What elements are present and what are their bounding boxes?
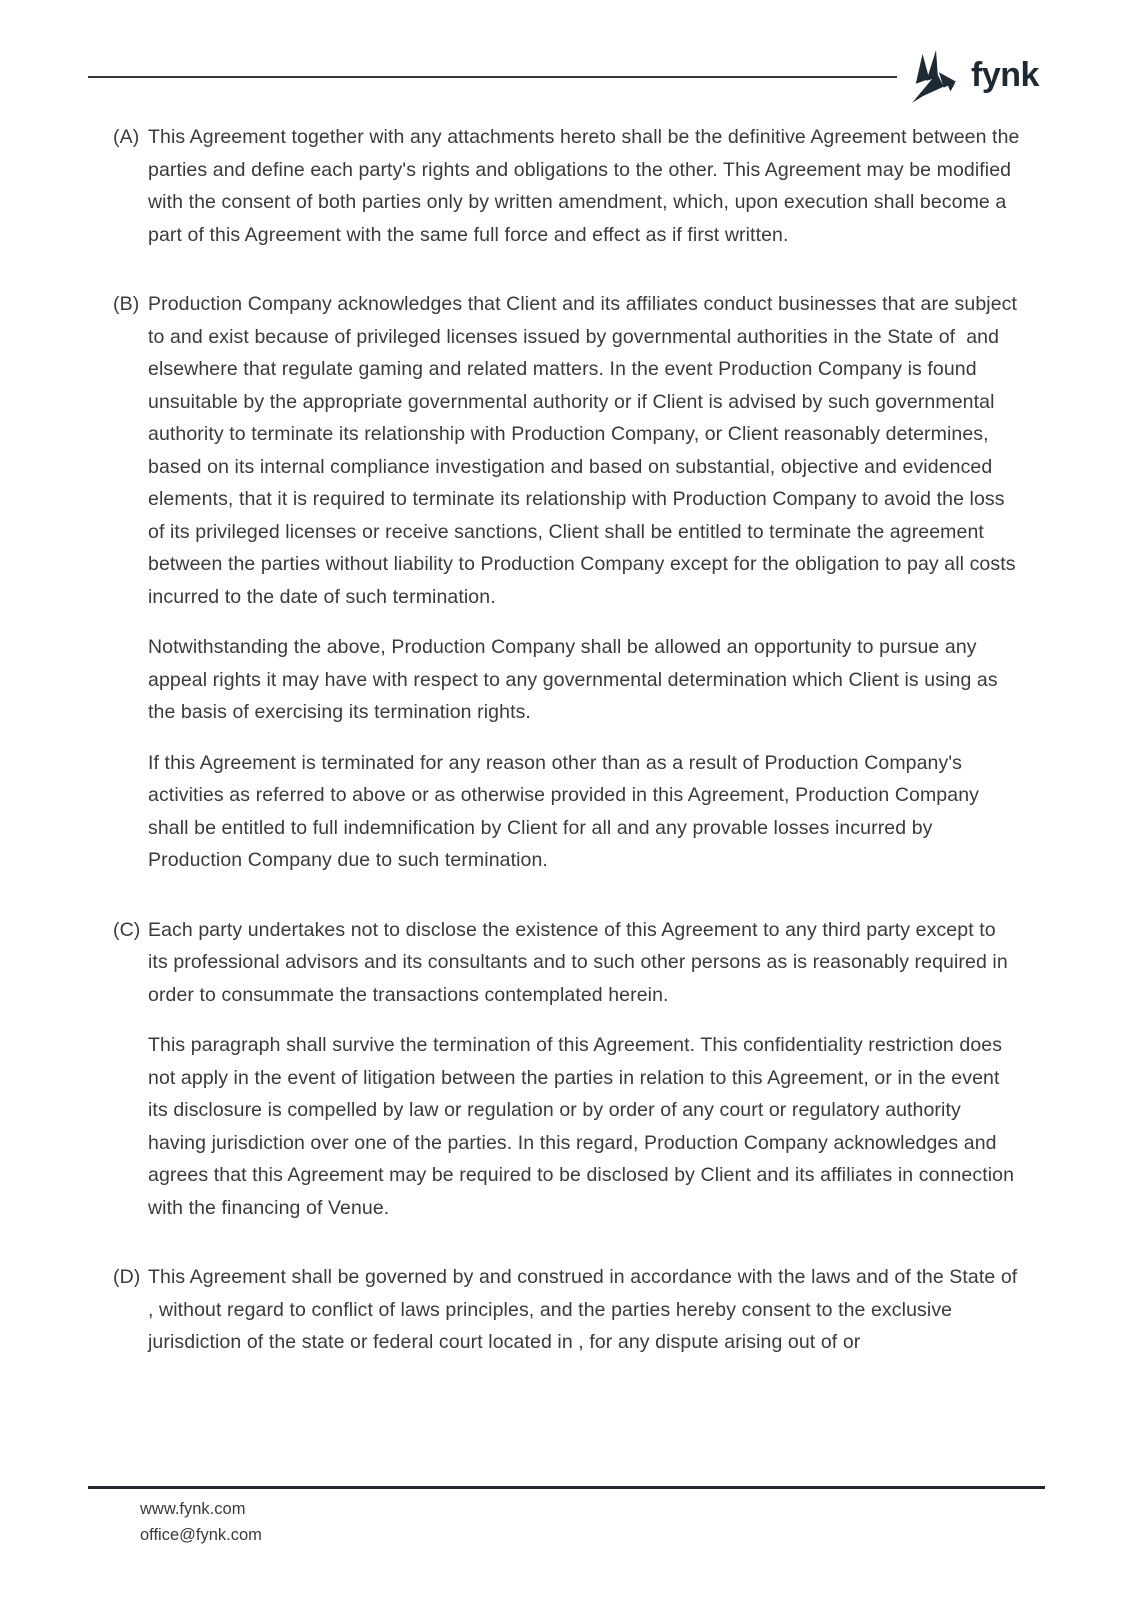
clause-d-body	[148, 1261, 1023, 1359]
clause-paragraph: Notwithstanding the above, Production Company shall be allowed an opportunity to pursue any appeal rights it may have with respect to any governmental determination which Client is using as the basis of exercising its termination rights.	[148, 636, 1004, 723]
clause-paragraph: If this Agreement is terminated for any reason other than as a result of Production Company's activities as referred to above or as otherwise provided in this Agreement, Production Company shall be entitled to full indemnification by Client for all and any provable losses incurred by Production Company due to such termination.	[148, 751, 985, 871]
origami-bird-icon	[911, 50, 961, 104]
clause-label: (C)	[113, 918, 141, 941]
clause-paragraph: This Agreement shall be governed by and construed in accordance with the laws and of the State of , without regard to conflict of laws principles, and the parties hereby consent to the exclusive jurisdiction of the state or federal court located in , for any dispute arising out of or	[148, 1266, 1023, 1353]
agreement-body	[113, 121, 1026, 1359]
clause-a-body	[148, 121, 1026, 251]
fynk-logo-text: fynk	[971, 56, 1039, 94]
clause-a	[113, 121, 1026, 251]
footer-divider	[88, 1486, 1045, 1489]
clause-label: (D)	[113, 1266, 141, 1288]
clause-b-body	[148, 288, 1023, 877]
clause-paragraph: Each party undertakes not to disclose the existence of this Agreement to any third party except to its professional advisors and its consultants and to such other persons as is reasonably required in order to consummate the transactions contemplated herein.	[148, 918, 1014, 1006]
clause-c-body	[148, 914, 1020, 1225]
email-address: office@fynk.com	[140, 1526, 262, 1544]
header-divider	[88, 76, 897, 78]
website-url: www.fynk.com	[140, 1500, 246, 1518]
footer-contact	[140, 1496, 262, 1548]
clause-paragraph: This paragraph shall survive the termination of this Agreement. This confidentiality restriction does not apply in the event of litigation between the parties in relation to this Agreement, or in the event its disclosure is compelled by law or regulation or by order of any court or regulatory authority having jurisdiction over one of the parties. In this regard, Production Company acknowledges and agrees that this Agreement may be required to be disclosed by Client and its affiliates in connection with the financing of Venue.	[148, 1034, 1020, 1219]
clause-d	[113, 1261, 1023, 1359]
clause-c	[113, 914, 1020, 1225]
fynk-logo	[911, 50, 1039, 104]
clause-paragraph: Production Company acknowledges that Client and its affiliates conduct businesses that are subject to and exist because of privileged licenses issued by governmental authorities in the State of and elsewhere that regulate gaming and related matters. In the event Production Company is found unsuitable by the appropriate governmental authority or if Client is advised by such governmental authority to terminate its relationship with Production Company, or Client reasonably determines, based on its internal compliance investigation and based on substantial, objective and evidenced elements, that it is required to terminate its relationship with Production Company to avoid the loss of its privileged licenses or receive sanctions, Client shall be entitled to terminate the agreement between the parties without liability to Production Company except for the obligation to pay all costs incurred to the date of such termination.	[148, 293, 1023, 608]
clause-b	[113, 288, 1023, 877]
clause-label: (B)	[113, 293, 140, 315]
clause-paragraph: This Agreement together with any attachments hereto shall be the definitive Agreement between the parties and define each party's rights and obligations to the other. This Agreement may be modified with the consent of both parties only by written amendment, which, upon execution shall become a part of this Agreement with the same full force and effect as if first written.	[148, 126, 1026, 246]
clause-label: (A)	[113, 126, 140, 148]
